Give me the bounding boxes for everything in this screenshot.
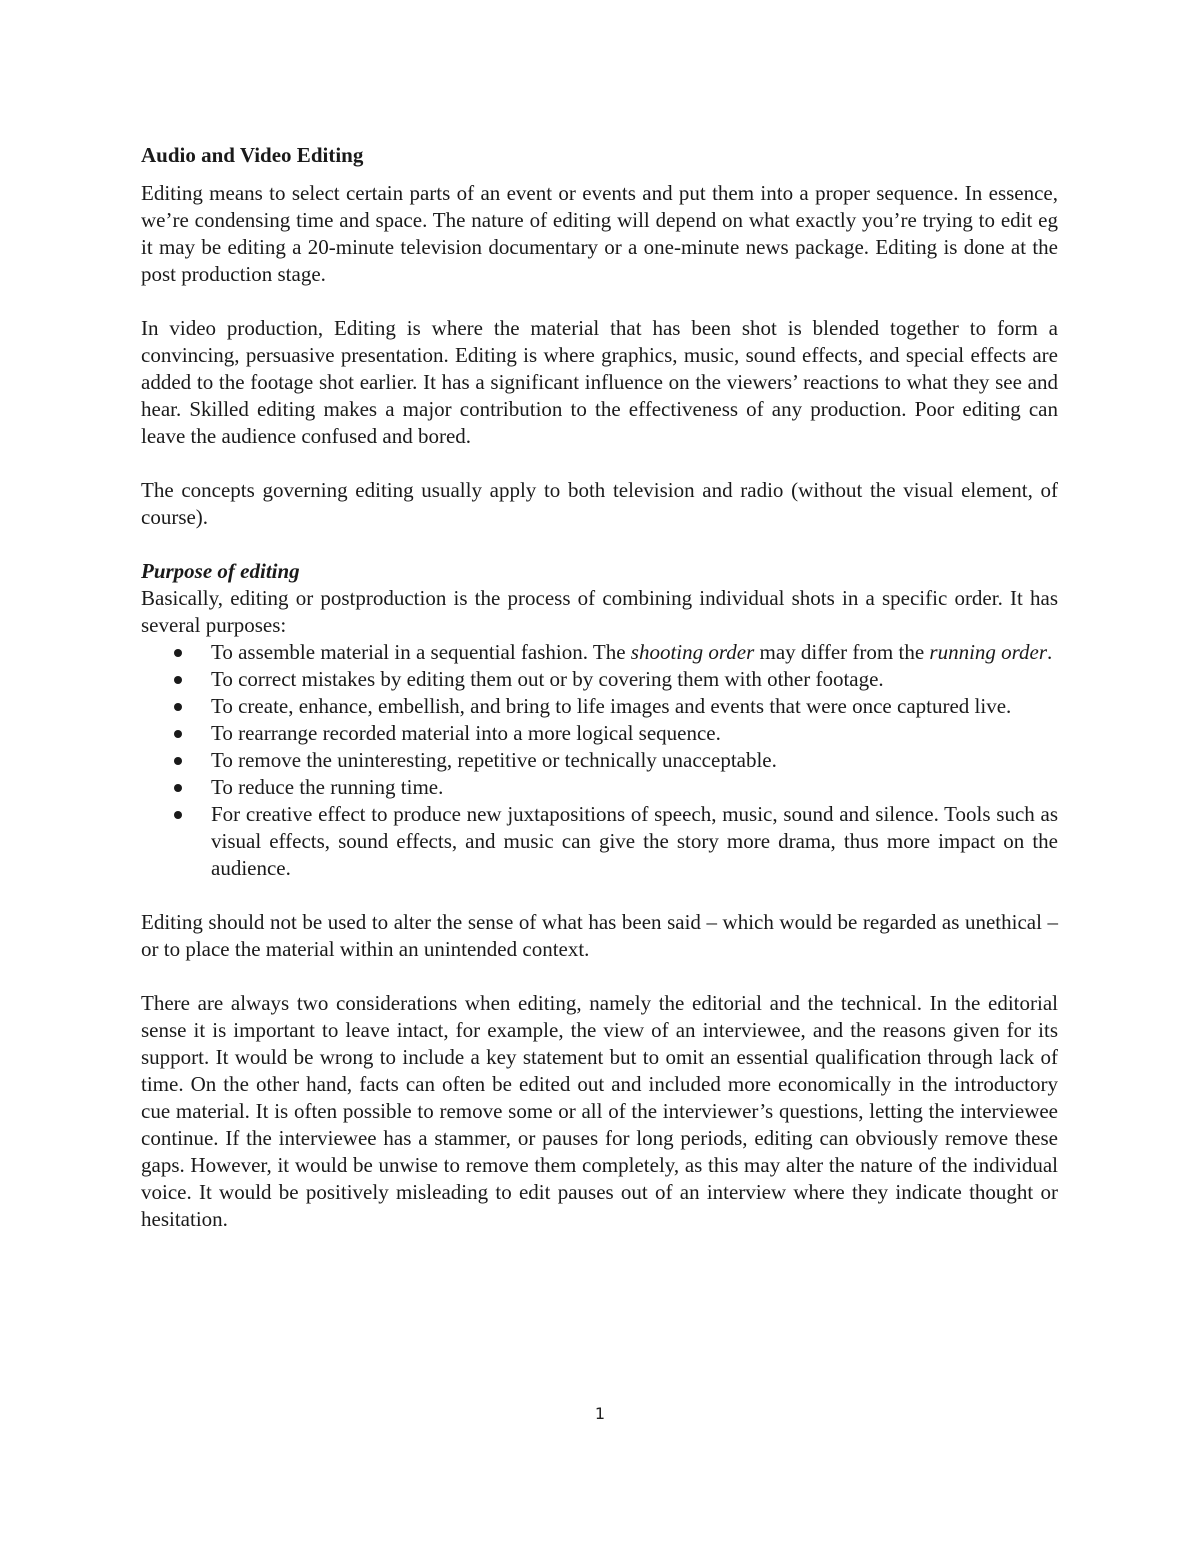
- purpose-list: [141, 639, 1058, 882]
- list-item-text: To assemble material in a sequential fashion. The: [211, 640, 631, 664]
- bullet-icon: [174, 784, 182, 792]
- list-item-text: To remove the uninteresting, repetitive or technically unacceptable.: [211, 748, 777, 772]
- page-content: [141, 142, 1058, 1233]
- list-item: [141, 774, 1058, 801]
- bullet-icon: [174, 649, 182, 657]
- paragraph-spacer: [141, 531, 1058, 558]
- paragraph-spacer: [141, 963, 1058, 990]
- paragraph-spacer: [141, 450, 1058, 477]
- list-item-text: To correct mistakes by editing them out or by covering them with other footage.: [211, 667, 884, 691]
- list-item: [141, 801, 1058, 882]
- list-item: [141, 720, 1058, 747]
- bullet-icon: [174, 811, 182, 819]
- paragraph-spacer: [141, 288, 1058, 315]
- document-title: Audio and Video Editing: [141, 143, 364, 167]
- bullet-icon: [174, 757, 182, 765]
- list-item-text: To reduce the running time.: [211, 775, 444, 799]
- paragraph-video-production: In video production, Editing is where the material that has been shot is blended together to form a convincing, persuasive presentation. Editing is where graphics, music, sound effects, and special effects are added to the footage shot earlier. It has a significant influence on the viewers’ reactions to what they see and hear. Skilled editing makes a major contribution to the effectiveness of any production. Poor editing can leave the audience confused and bored.: [141, 316, 1058, 448]
- page-number: 1: [594, 1404, 606, 1423]
- list-item-text: For creative effect to produce new juxtapositions of speech, music, sound and silence. Tools such as visual effects, sound effects, and music can give the story more drama, thus more impact on the audience.: [211, 802, 1058, 880]
- list-item-text: may differ from the: [754, 640, 930, 664]
- list-item-text: .: [1047, 640, 1053, 664]
- list-item: [141, 666, 1058, 693]
- paragraph-editing-considerations: There are always two considerations when editing, namely the editorial and the technical. In the editorial sense it is important to leave intact, for example, the view of an interviewee, and the reasons given for its support. It would be wrong to include a key statement but to omit an essential qualification through lack of time. On the other hand, facts can often be edited out and included more economically in the introductory cue material. It is often possible to remove some or all of the interviewer’s questions, letting the interviewee continue. If the interviewee has a stammer, or pauses for long periods, editing can obviously remove these gaps. However, it would be unwise to remove them completely, as this may alter the nature of the individual voice. It would be positively misleading to edit pauses out of an interview where they indicate thought or hesitation.: [141, 991, 1058, 1231]
- list-item-text: To create, enhance, embellish, and bring to life images and events that were once captured live.: [211, 694, 1012, 718]
- bullet-icon: [174, 676, 182, 684]
- list-item-emphasis: running order: [929, 640, 1048, 664]
- paragraph-editing-ethics: Editing should not be used to alter the sense of what has been said – which would be regarded as unethical – or to place the material within an unintended context.: [141, 910, 1058, 961]
- list-item-text: To rearrange recorded material into a more logical sequence.: [211, 721, 721, 745]
- list-item-emphasis: shooting order: [630, 640, 755, 664]
- paragraph-spacer: [141, 882, 1058, 909]
- paragraph-editing-definition: Editing means to select certain parts of an event or events and put them into a proper sequence. In essence, we’re condensing time and space. The nature of editing will depend on what exactly you’re trying to edit eg it may be editing a 20-minute television documentary or a one-minute news package. Editing is done at the post production stage.: [141, 181, 1058, 286]
- paragraph-purpose-intro: Basically, editing or postproduction is the process of combining individual shots in a specific order. It has several purposes:: [141, 586, 1058, 637]
- list-item: [141, 693, 1058, 720]
- bullet-icon: [174, 703, 182, 711]
- list-item: [141, 747, 1058, 774]
- paragraph-editing-concepts: The concepts governing editing usually apply to both television and radio (without the visual element, of course).: [141, 478, 1058, 529]
- bullet-icon: [174, 730, 182, 738]
- section-heading-purpose: Purpose of editing: [141, 559, 300, 583]
- list-item: [141, 639, 1058, 666]
